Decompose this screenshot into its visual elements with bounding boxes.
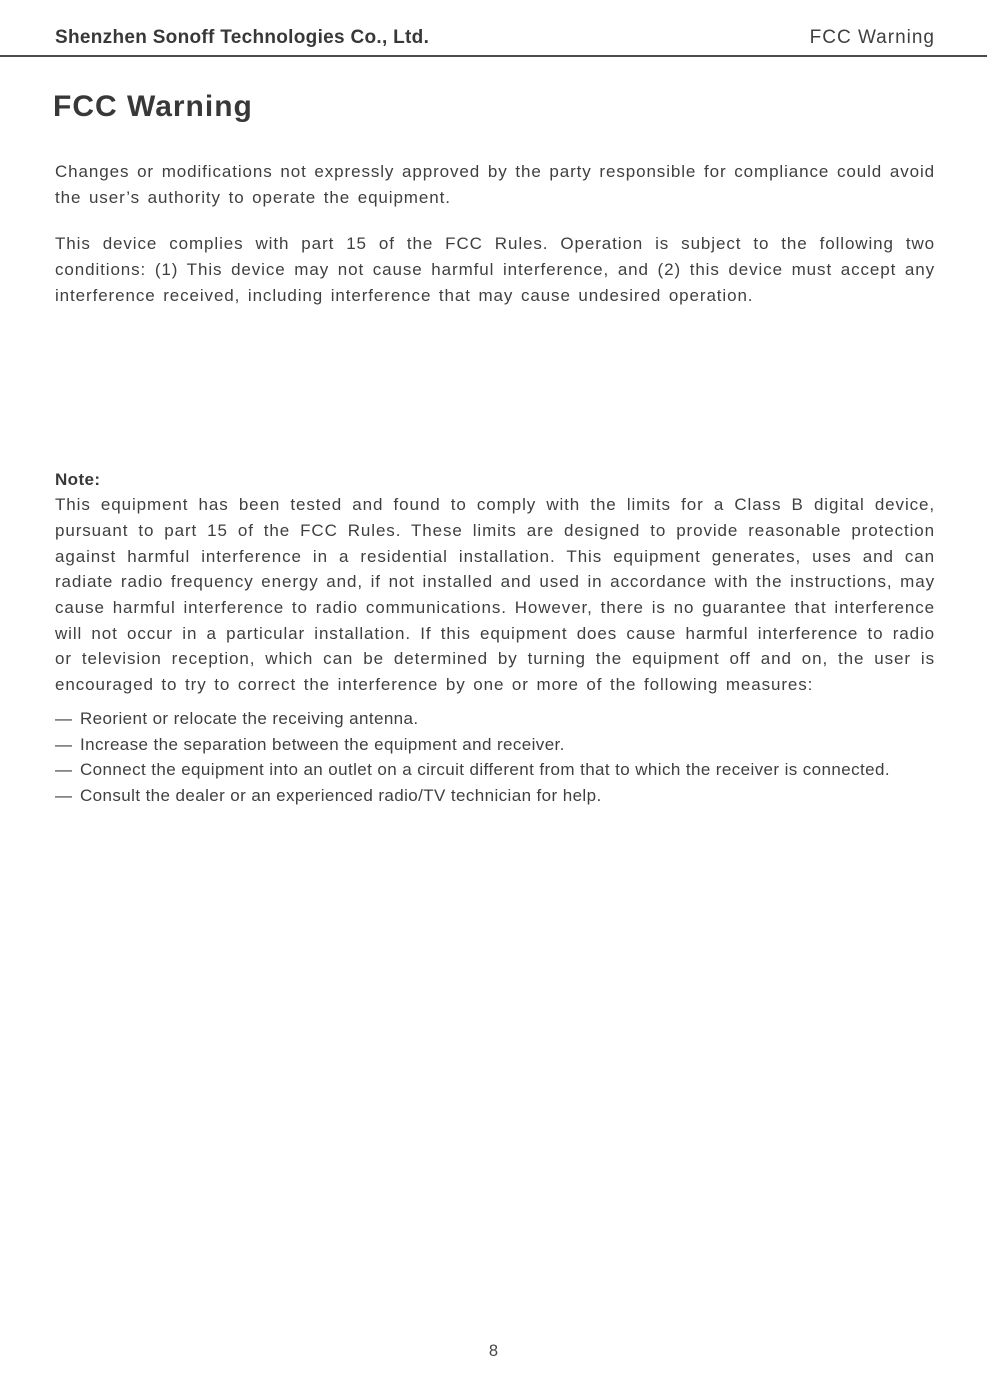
list-item	[55, 783, 935, 809]
list-item	[55, 757, 935, 783]
note-body: This equipment has been tested and found to comply with the limits for a Class B digital device, pursuant to part 15 of the FCC Rules. These limits are designed to provide reasonable protection against harmful interference in a residential installation. This equipment generates, uses and can radiate radio frequency energy and, if not installed and used in accordance with the instructions, may cause harmful interference to radio communications. However, there is no guarantee that interference will not occur in a particular installation. If this equipment does cause harmful interference to radio or television reception, which can be determined by turning the equipment off and on, the user is encouraged to try to correct the interference by one or more of the following measures:	[55, 495, 935, 695]
page-footer	[0, 1342, 987, 1361]
list-item-text: Reorient or relocate the receiving antenna.	[80, 708, 419, 728]
header-company-name: Shenzhen Sonoff Technologies Co., Ltd.	[55, 27, 430, 48]
dash-bullet: —	[55, 734, 73, 754]
page-body	[0, 89, 987, 809]
list-item-text: Connect the equipment into an outlet on a circuit different from that to which the receiver is connected.	[80, 760, 890, 780]
paragraph-part15: This device complies with part 15 of the FCC Rules. Operation is subject to the following two conditions: (1) This device may not cause harmful interference, and (2) this device must accept any interference received, including interference that may cause undesired operation.	[55, 234, 935, 305]
dash-bullet: —	[55, 785, 73, 805]
dash-bullet: —	[55, 708, 73, 728]
note-section	[55, 467, 935, 698]
header-section-title: FCC Warning	[809, 27, 935, 48]
list-item	[55, 732, 935, 758]
list-item-text: Increase the separation between the equipment and receiver.	[80, 734, 565, 754]
measures-list	[55, 706, 935, 809]
note-label: Note:	[55, 469, 101, 489]
page-header	[0, 0, 987, 57]
page-number: 8	[488, 1342, 499, 1360]
dash-bullet: —	[55, 760, 73, 780]
paragraph-compliance: Changes or modifications not expressly approved by the party responsible for compliance could avoid the user’s authority to operate the equipment.	[55, 162, 935, 207]
list-item	[55, 706, 935, 732]
list-item-text: Consult the dealer or an experienced radio/TV technician for help.	[80, 785, 602, 805]
page-title: FCC Warning	[53, 90, 253, 123]
